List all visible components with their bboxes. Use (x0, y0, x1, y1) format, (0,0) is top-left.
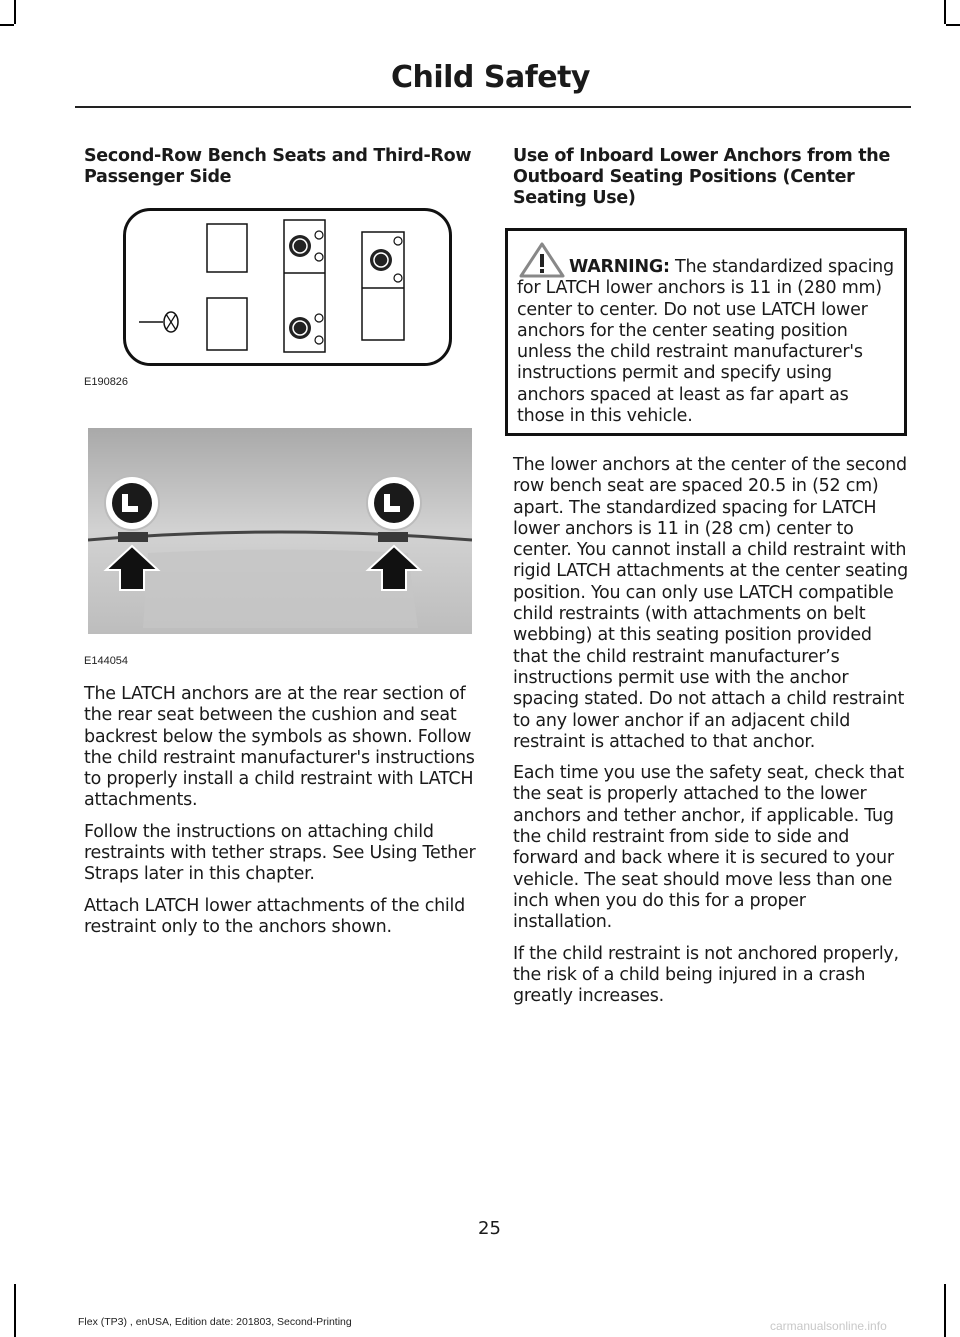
paragraph: Each time you use the safety seat, check that the seat is properly attached to the lower anchors and tether anchor, if applicable. Tug the child restraint from side to side and forward and back where it is secured to your vehicle. The seat should move less than one inch when you do this for a proper installation. (513, 763, 904, 933)
child-seat-icon (289, 235, 311, 257)
child-seat-icon (289, 317, 311, 339)
figure-label: E144054 (84, 655, 129, 667)
right-body-text (513, 455, 909, 1017)
left-heading-wrap (84, 146, 474, 188)
crop-mark (0, 24, 14, 26)
seat-layout-diagram (123, 208, 453, 368)
page-number: 25 (478, 1218, 501, 1239)
crop-mark (946, 24, 960, 26)
watermark: carmanualsonline.info (770, 1319, 887, 1333)
child-seat-icon (370, 249, 392, 271)
warning-label: WARNING: (569, 257, 670, 277)
crop-mark (944, 1284, 946, 1337)
edition-footer: Flex (TP3) , enUSA, Edition date: 201803, Second-Printing (78, 1316, 352, 1328)
left-body-text (84, 684, 476, 948)
paragraph: Follow the instructions on attaching child restraints with tether straps. See Using Tether Straps later in this chapter. (84, 821, 476, 885)
latch-anchor-photo (88, 428, 472, 634)
paragraph: The LATCH anchors are at the rear section of the rear seat between the cushion and seat backrest below the symbols as shown. Follow the child restraint manufacturer's instructions to properly install a child restraint with LATCH attachments. (84, 684, 475, 811)
paragraph: Attach LATCH lower attachments of the child restraint only to the anchors shown. (84, 895, 466, 937)
crop-mark (944, 0, 946, 24)
child-seat-icon (367, 476, 421, 530)
header-divider (75, 106, 911, 108)
warning-body: The standardized spacing for LATCH lower anchors is 11 in (280 mm) center to center. Do not use LATCH lower anchors for the center seating position unless the child restraint manufacturer's instructions permit and specify using anchors spaced at least as far apart as those in this vehicle. (517, 257, 894, 427)
right-heading-wrap (513, 146, 913, 209)
page-title: Child Safety (390, 60, 590, 95)
paragraph: If the child restraint is not anchored properly, the risk of a child being injured in a crash greatly increases. (513, 943, 899, 1007)
figure-label: E190826 (84, 376, 129, 388)
crop-mark (14, 1284, 16, 1337)
right-section-heading: Use of Inboard Lower Anchors from the Outboard Seating Positions (Center Seating Use) (513, 146, 891, 208)
child-seat-icon (105, 476, 159, 530)
paragraph: The lower anchors at the center of the second row bench seat are spaced 20.5 in (52 cm) apart. The standardized spacing for LATCH lower anchors is 11 in (28 cm) center to center. You cannot install a child restraint with rigid LATCH attachments at the center seating position. You can only use LATCH compatible child restraints (with attachments on belt webbing) at this seating position provided that the child restraint manufacturer’s instructions permit use with the anchor spacing stated. Do not attach a child restraint to any lower anchor if an adjacent child restraint is attached to that anchor. (513, 455, 908, 752)
warning-box (505, 228, 907, 436)
warning-text (517, 257, 895, 427)
left-section-heading: Second-Row Bench Seats and Third-Row Passenger Side (84, 146, 472, 187)
crop-mark (14, 0, 16, 24)
warning-triangle-icon (518, 241, 566, 279)
